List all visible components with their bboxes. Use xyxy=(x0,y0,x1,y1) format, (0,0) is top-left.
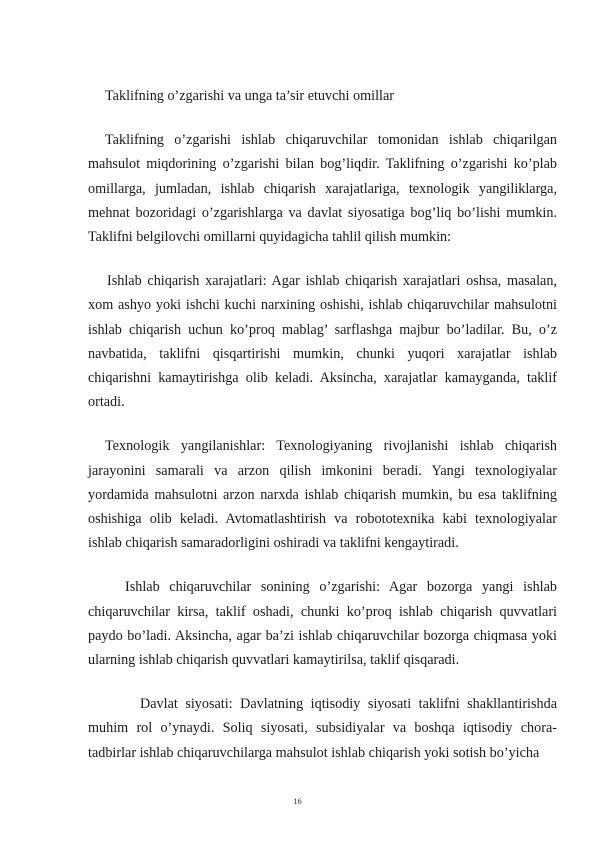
section-heading: Taklifning o’zgarishi va unga ta’sir etuvchi omillar xyxy=(105,88,394,104)
page-number: 16 xyxy=(293,796,302,806)
paragraph-producer-count: Ishlab chiqaruvchilar sonining o’zgarishi: Agar bozorga yangi ishlab chiqaruvchilar kirsa, taklif oshadi, chunki ko’proq ishlab chiqarish quvvatlari paydo bo’ladi. Aksincha, agar ba’zi ishlab chiqaruvchilar bozorga chiqmasa yoki ularning ishlab chiqarish quvvatlari kamaytirilsa, taklif qisqaradi. xyxy=(88,579,557,669)
paragraph-intro: Taklifning o’zgarishi ishlab chiqaruvchilar tomonidan ishlab chiqarilgan mahsulot miqdorining o’zgarishi bilan bog’liqdir. Taklifning o’zgarishi ko’plab omillarga, jumladan, ishlab chiqarish xarajatlariga, texnologik yangiliklarga, mehnat bozoridagi o’zgarishlarga va davlat siyosatiga bog’liq bo’lishi mumkin. Taklifni belgilovchi omillarni quyidagicha tahlil qilish mumkin: xyxy=(88,132,557,246)
paragraph-government-policy: Davlat siyosati: Davlatning iqtisodiy siyosati taklifni shakllantirishda muhim rol o’ynaydi. Soliq siyosati, subsidiyalar va boshqa iqtisodiy chora-tadbirlar ishlab chiqaruvchilarga mahsulot ishlab chiqarish yoki sotish bo’yicha xyxy=(88,696,557,761)
document-page xyxy=(88,84,557,765)
paragraph-technology: Texnologik yangilanishlar: Texnologiyaning rivojlanishi ishlab chiqarish jarayonini samarali va arzon qilish imkonini beradi. Yangi texnologiyalar yordamida mahsulotni arzon narxda ishlab chiqarish mumkin, bu esa taklifning oshishiga olib keladi. Avtomatlashtirish va robototexnika kabi texnologiyalar ishlab chiqarish samaradorligini oshiradi va taklifni kengaytiradi. xyxy=(88,438,557,552)
paragraph-production-costs: Ishlab chiqarish xarajatlari: Agar ishlab chiqarish xarajatlari oshsa, masalan, xom ashyo yoki ishchi kuchi narxining oshishi, ishlab chiqaruvchilar mahsulotni ishlab chiqarish uchun ko’proq mablag’ sarflashga majbur bo’ladilar. Bu, o’z navbatida, taklifni qisqartirishi mumkin, chunki yuqori xarajatlar ishlab chiqarishni kamaytirishga olib keladi. Aksincha, xarajatlar kamayganda, taklif ortadi. xyxy=(88,273,557,411)
